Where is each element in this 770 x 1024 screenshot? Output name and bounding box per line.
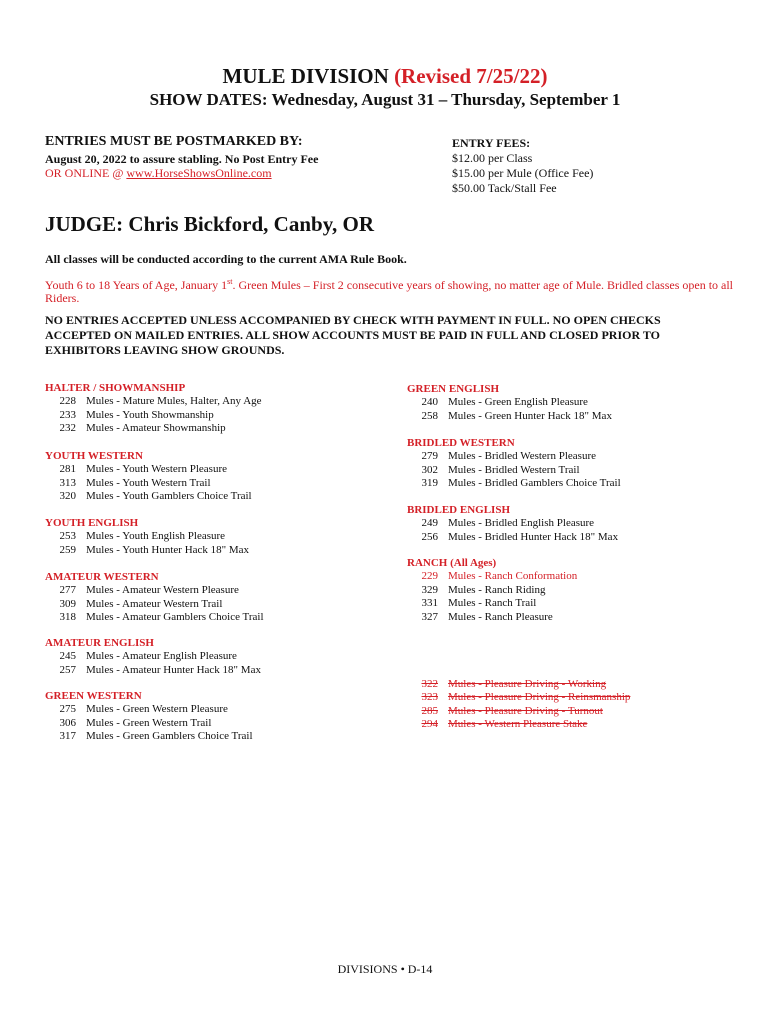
section-heading: BRIDLED WESTERN [407,437,515,449]
class-row [407,611,577,624]
class-number: 240 [421,396,438,409]
youth-note-sup: st [227,277,233,286]
section-amateur-english [45,637,261,677]
class-row [407,531,618,544]
class-row [45,598,264,611]
class-number: 228 [59,395,76,408]
online-entry-link[interactable]: www.HorseShowsOnline.com [126,166,272,180]
section-heading: HALTER / SHOWMANSHIP [45,382,186,394]
page-title [0,64,770,89]
class-name: Mules - Pleasure Driving - Turnout [448,704,603,717]
class-name: Mules - Mature Mules, Halter, Any Age [86,395,262,408]
class-row [45,477,252,490]
page-footer: DIVISIONS • D-14 [337,962,433,976]
class-number: 322 [421,678,438,690]
class-name: Mules - Green Western Trail [86,716,212,729]
class-number: 323 [421,691,438,704]
class-number: 319 [421,477,438,490]
class-row [45,730,253,743]
class-row [407,450,621,463]
class-name: Mules - Western Pleasure Stake [448,718,588,731]
entries-online [45,166,272,181]
class-name: Mules - Amateur Western Trail [86,597,223,610]
section-ranch [407,557,577,624]
youth-note [45,275,735,305]
class-number: 279 [421,450,438,463]
class-row [45,650,261,663]
entry-fees [452,136,593,196]
class-number: 318 [59,611,76,624]
cancelled-class-row [407,691,630,704]
section-youth-english [45,517,249,557]
section-heading: BRIDLED ENGLISH [407,504,511,516]
class-name: Mules - Bridled Western Trail [448,463,580,476]
class-name: Mules - Green Western Pleasure [86,703,228,716]
class-number: 256 [421,530,438,543]
class-number: 331 [421,597,438,610]
cancelled-class-row [407,678,630,691]
class-name: Mules - Amateur Western Pleasure [86,584,239,597]
class-name: Mules - Youth Gamblers Choice Trail [86,490,252,503]
class-number: 258 [421,409,438,422]
class-row [407,570,577,583]
class-name: Mules - Youth Showmanship [86,408,214,421]
cancelled-class-row [407,705,630,718]
class-name: Mules - Green English Pleasure [448,396,588,409]
tack-fee: $50.00 Tack/Stall Fee [452,181,557,195]
class-row [45,463,252,476]
class-name: Mules - Green Hunter Hack 18" Max [448,409,612,422]
class-number: 232 [59,422,76,435]
class-number: 294 [421,718,438,731]
class-number: 320 [59,490,76,503]
class-number: 285 [421,704,438,717]
class-number: 275 [59,703,76,716]
class-name: Mules - Bridled Western Pleasure [448,450,596,463]
class-name: Mules - Youth Western Trail [86,476,211,489]
class-number: 257 [59,663,76,676]
section-heading: YOUTH ENGLISH [45,517,139,529]
section-heading: AMATEUR ENGLISH [45,637,154,649]
class-number: 253 [59,530,76,543]
class-name: Mules - Amateur Gamblers Choice Trail [86,611,264,624]
cancelled-class-row [407,718,630,731]
class-row [45,490,252,503]
class-name: Mules - Amateur Hunter Hack 18" Max [86,663,261,676]
class-number: 309 [59,597,76,610]
cancelled-classes [407,678,630,732]
class-number: 327 [421,610,438,623]
class-fee: $12.00 per Class [452,151,533,165]
class-row [45,395,262,408]
class-name: Mules - Ranch Conformation [448,570,578,583]
class-number: 233 [59,408,76,421]
office-fee: $15.00 per Mule (Office Fee) [452,166,594,180]
class-name: Mules - Amateur Showmanship [86,422,226,435]
class-number: 313 [59,476,76,489]
judge-heading: JUDGE: Chris Bickford, Canby, OR [45,212,375,236]
fees-heading: ENTRY FEES: [452,136,531,150]
section-green-western [45,690,253,744]
rulebook-note: All classes will be conducted according to the current AMA Rule Book. [45,252,407,266]
class-number: 277 [59,584,76,597]
section-youth-western [45,450,252,504]
entries-heading: ENTRIES MUST BE POSTMARKED BY: [45,134,303,149]
section-bridled-english [407,504,618,544]
class-row [45,409,262,422]
class-name: Mules - Youth English Pleasure [86,530,226,543]
class-row [45,422,262,435]
class-number: 245 [59,650,76,663]
section-heading: GREEN WESTERN [45,690,142,702]
section-heading: RANCH (All Ages) [407,557,497,569]
title-text: MULE DIVISION [222,64,389,88]
class-row [407,396,612,409]
class-name: Mules - Ranch Trail [448,597,537,610]
class-name: Mules - Green Gamblers Choice Trail [86,730,253,743]
revised-date: (Revised 7/25/22) [394,64,548,88]
class-row [407,584,577,597]
class-row [407,517,618,530]
class-number: 259 [59,543,76,556]
class-name: Mules - Bridled English Pleasure [448,517,595,530]
section-heading: YOUTH WESTERN [45,450,143,462]
class-row [45,530,249,543]
class-name: Mules - Bridled Gamblers Choice Trail [448,477,621,490]
class-number: 329 [421,583,438,596]
payment-notice: NO ENTRIES ACCEPTED UNLESS ACCOMPANIED BY CHECK WITH PAYMENT IN FULL. NO OPEN CHECKS ACCEPTED ON MAILED ENTRIES. ALL SHOW ACCOUNTS MUST BE PAID IN FULL AND CLOSED PRIOR TO EXHIBITORS LEAVING SHOW GROUNDS. [45,313,661,357]
class-row [45,664,261,677]
section-halter-showmanship [45,382,262,436]
class-row [407,410,612,423]
class-name: Mules - Youth Hunter Hack 18" Max [86,543,250,556]
class-row [45,611,264,624]
section-heading: AMATEUR WESTERN [45,571,159,583]
section-amateur-western [45,571,264,625]
class-name: Mules - Pleasure Driving - Working [448,678,607,690]
class-name: Mules - Youth Western Pleasure [86,463,227,476]
section-bridled-western [407,437,621,491]
section-green-english [407,383,612,423]
class-name: Mules - Bridled Hunter Hack 18" Max [448,530,619,543]
class-name: Mules - Amateur English Pleasure [86,650,237,663]
class-row [407,464,621,477]
class-name: Mules - Ranch Pleasure [448,610,553,623]
class-row [407,477,621,490]
class-number: 317 [59,730,76,743]
class-row [45,703,253,716]
class-row [45,717,253,730]
class-name: Mules - Ranch Riding [448,583,546,596]
class-row [45,584,264,597]
class-number: 302 [421,463,438,476]
class-number: 281 [59,463,76,476]
class-row [45,544,249,557]
youth-note-part2: . Green Mules – First 2 consecutive years of showing, no matter age of Mule. Bridled classes open to all Riders. [45,278,734,305]
online-prefix: OR ONLINE @ [45,166,127,180]
class-row [407,597,577,610]
class-name: Mules - Pleasure Driving - Reinsmanship [448,691,631,704]
entries-deadline: August 20, 2022 to assure stabling. No Post Entry Fee [45,152,319,166]
show-dates: SHOW DATES: Wednesday, August 31 – Thursday, September 1 [149,90,621,109]
class-number: 249 [421,517,438,530]
youth-note-part1: Youth 6 to 18 Years of Age, January 1 [45,278,228,292]
class-number: 306 [59,716,76,729]
section-heading: GREEN ENGLISH [407,383,499,395]
class-number: 229 [421,570,438,583]
